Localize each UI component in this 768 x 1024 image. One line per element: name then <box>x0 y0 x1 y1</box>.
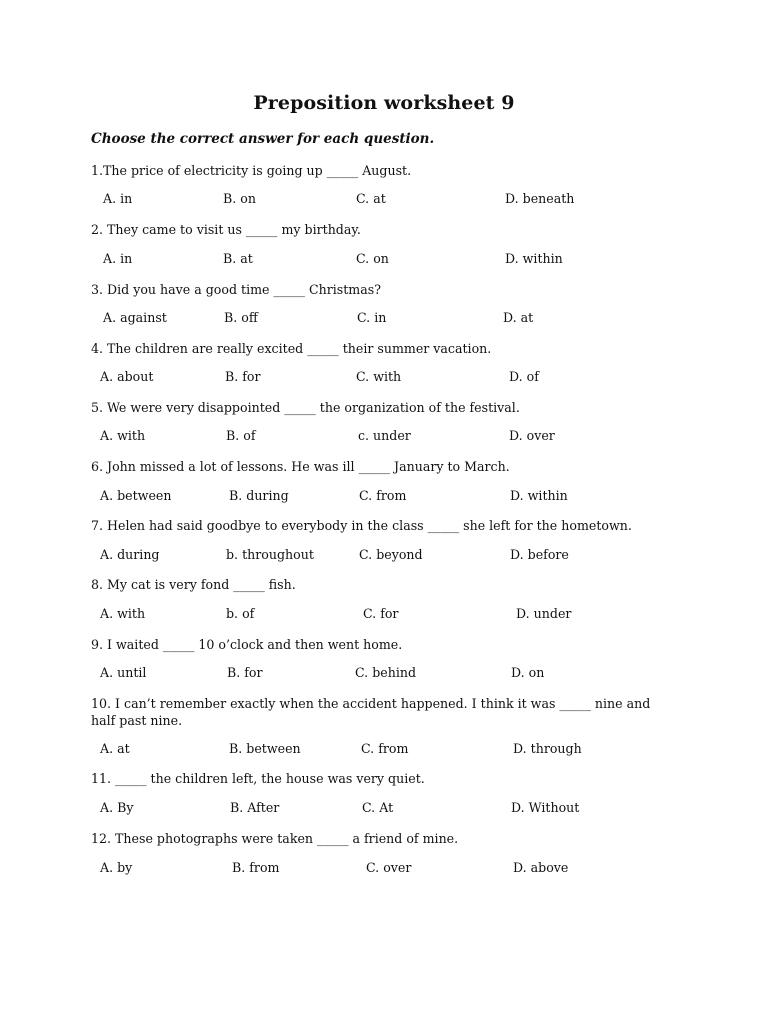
question-9-text: 9. I waited _____ 10 o’clock and then went home. <box>91 637 403 652</box>
question-8-option-b: b. of <box>226 606 255 621</box>
question-1-option-c: C. at <box>356 191 386 206</box>
question-6-text: 6. John missed a lot of lessons. He was ill _____ January to March. <box>91 459 510 474</box>
question-6-option-a: A. between <box>100 488 172 503</box>
question-3-option-a: A. against <box>103 310 167 325</box>
question-9-option-a: A. until <box>100 665 147 680</box>
question-5-option-b: B. of <box>226 428 256 443</box>
question-4-option-b: B. for <box>225 369 261 384</box>
question-5-text: 5. We were very disappointed _____ the organization of the festival. <box>91 400 520 415</box>
question-8-option-d: D. under <box>516 606 572 621</box>
question-9-option-c: C. behind <box>355 665 417 680</box>
question-10-option-b: B. between <box>229 741 301 756</box>
question-4-option-d: D. of <box>509 369 539 384</box>
instructions: Choose the correct answer for each question. <box>91 131 435 147</box>
question-10-text: 10. I can’t remember exactly when the accident happened. I think it was _____ nine and half past nine. <box>91 696 651 728</box>
question-12-option-c: C. over <box>366 860 412 875</box>
question-11-option-d: D. Without <box>511 800 580 815</box>
question-5-option-d: D. over <box>509 428 555 443</box>
question-7-option-d: D. before <box>510 547 569 562</box>
question-3-option-b: B. off <box>224 310 258 325</box>
question-5-option-c: c. under <box>358 428 411 443</box>
question-8-text: 8. My cat is very fond _____ fish. <box>91 577 296 592</box>
question-2-text: 2. They came to visit us _____ my birthday. <box>91 222 361 237</box>
question-11-text: 11. _____ the children left, the house was very quiet. <box>91 771 425 786</box>
question-2-option-b: B. at <box>223 251 253 266</box>
question-1-option-d: D. beneath <box>505 191 575 206</box>
question-1-option-b: B. on <box>223 191 256 206</box>
question-3-option-c: C. in <box>357 310 387 325</box>
question-1-option-a: A. in <box>103 191 133 206</box>
question-7-option-b: b. throughout <box>226 547 314 562</box>
question-8-option-a: A. with <box>100 606 146 621</box>
page-title: Preposition worksheet 9 <box>253 92 515 114</box>
question-4-option-c: C. with <box>356 369 402 384</box>
question-12-option-a: A. by <box>100 860 133 875</box>
question-11-option-a: A. By <box>100 800 134 815</box>
question-10-option-a: A. at <box>100 741 130 756</box>
question-11-option-c: C. At <box>362 800 394 815</box>
question-6-option-b: B. during <box>229 488 289 503</box>
question-7-text: 7. Helen had said goodbye to everybody in the class _____ she left for the hometown. <box>91 518 632 533</box>
question-9-option-d: D. on <box>511 665 545 680</box>
question-2-option-d: D. within <box>505 251 563 266</box>
question-12-text: 12. These photographs were taken _____ a friend of mine. <box>91 831 459 846</box>
question-10-option-c: C. from <box>361 741 409 756</box>
question-4-text: 4. The children are really excited _____ their summer vacation. <box>91 341 492 356</box>
question-11-option-b: B. After <box>230 800 280 815</box>
question-7-option-c: C. beyond <box>359 547 423 562</box>
question-10-option-d: D. through <box>513 741 582 756</box>
question-2-option-c: C. on <box>356 251 389 266</box>
question-12-option-b: B. from <box>232 860 280 875</box>
question-3-option-d: D. at <box>503 310 534 325</box>
question-4-option-a: A. about <box>100 369 154 384</box>
question-6-option-d: D. within <box>510 488 568 503</box>
question-12-option-d: D. above <box>513 860 569 875</box>
question-2-option-a: A. in <box>103 251 133 266</box>
question-6-option-c: C. from <box>359 488 407 503</box>
question-8-option-c: C. for <box>363 606 399 621</box>
question-3-text: 3. Did you have a good time _____ Christmas? <box>91 282 381 297</box>
question-5-option-a: A. with <box>100 428 146 443</box>
question-7-option-a: A. during <box>100 547 160 562</box>
question-1-text: 1.The price of electricity is going up _____ August. <box>91 163 412 178</box>
question-9-option-b: B. for <box>227 665 263 680</box>
